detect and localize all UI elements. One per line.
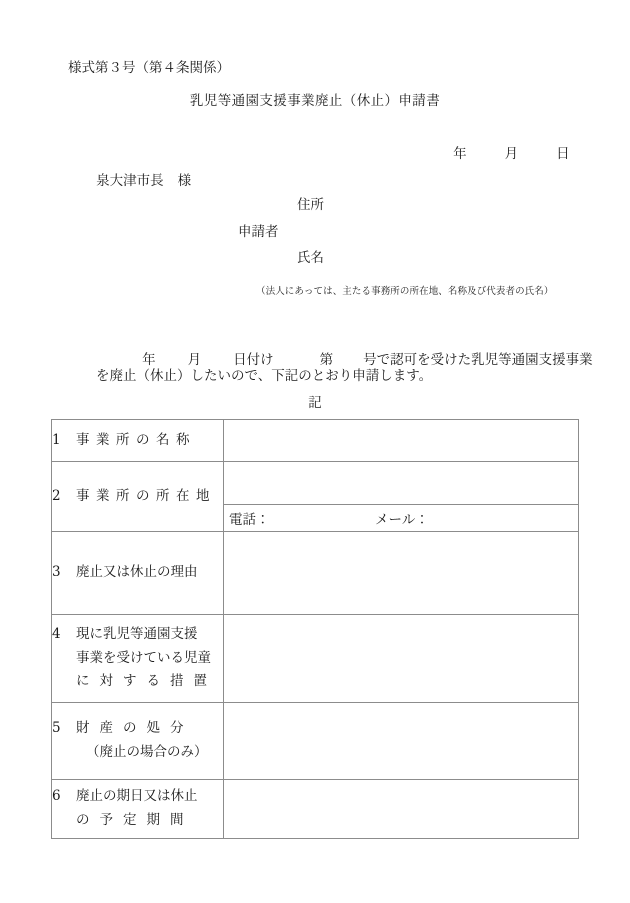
row-label-cell-6 <box>52 780 224 839</box>
table-row <box>52 420 579 462</box>
row-value-cell-5[interactable] <box>224 703 579 780</box>
row-number-5: 5 <box>52 720 61 737</box>
row-label-text-2: 事業所の所在地 <box>76 487 216 504</box>
row-number-2: 2 <box>52 487 61 504</box>
row-label-5b: （廃止の場合のみ） <box>86 744 208 760</box>
row-label-cell-4 <box>52 615 224 703</box>
row-label-1 <box>52 429 223 453</box>
body-day-label: 日付け <box>233 351 274 368</box>
body-number-prefix: 第 <box>319 351 334 368</box>
row-label-text-6a: 廃止の期日又は休止 <box>76 788 198 805</box>
body-number-suffix: 号で認可を受けた乳児等通園支援事業 <box>363 351 593 368</box>
date-day-label: 日 <box>556 145 570 162</box>
email-label: メール： <box>375 512 429 528</box>
row-label-text-5a: 財産の処分 <box>76 720 194 737</box>
row-label-3 <box>52 561 223 585</box>
page-title: 乳児等通園支援事業廃止（休止）申請書 <box>189 93 441 109</box>
applicant-corporate-note: （法人にあっては、主たる事務所の所在地、名称及び代表者の氏名） <box>256 286 554 297</box>
row-number-6: 6 <box>52 788 61 805</box>
row-label-cell-2 <box>52 462 224 532</box>
telephone-label: 電話： <box>229 512 270 528</box>
row-label-cell-3 <box>52 532 224 615</box>
row-label-4 <box>52 623 223 647</box>
date-line <box>436 134 570 175</box>
body-year-label: 年 <box>142 351 156 368</box>
row-number-1: 1 <box>52 431 61 448</box>
body-line-2: を廃止（休止）したいので、下記のとおり申請します。 <box>96 368 433 384</box>
row-value-cell-6[interactable] <box>224 780 579 839</box>
row-label-text-3: 廃止又は休止の理由 <box>76 564 198 581</box>
row-label-5 <box>52 717 223 741</box>
row-label-text-1: 事業所の名称 <box>76 431 196 448</box>
application-details-table <box>51 419 579 839</box>
table-row <box>52 532 579 615</box>
addressee-honorific: 様 <box>177 172 192 189</box>
table-row <box>52 615 579 703</box>
row-value-cell-3[interactable] <box>224 532 579 615</box>
addressee-line <box>79 161 191 202</box>
row-value-cell-1[interactable] <box>224 420 579 462</box>
row-value-cell-4[interactable] <box>224 615 579 703</box>
row-label-4c: に対する措置 <box>76 673 217 690</box>
applicant-name-label: 氏名 <box>297 250 324 266</box>
date-year-label: 年 <box>453 145 467 162</box>
row-label-text-4a: 現に乳児等通園支援 <box>76 626 198 643</box>
ki-mark: 記 <box>308 395 322 411</box>
row-label-4b: 事業を受けている児童 <box>76 649 211 666</box>
row-value-cell-2-address[interactable] <box>224 462 579 505</box>
applicant-label: 申請者 <box>238 224 279 240</box>
table-row <box>52 780 579 839</box>
row-label-6 <box>52 785 223 809</box>
form-number: 様式第３号（第４条関係） <box>68 60 230 76</box>
body-month-label: 月 <box>187 351 202 368</box>
date-month-label: 月 <box>504 145 519 162</box>
row-label-6b: の予定期間 <box>76 812 194 828</box>
row-label-cell-1 <box>52 420 224 462</box>
applicant-address-label: 住所 <box>297 197 324 213</box>
row-label-2 <box>52 485 223 509</box>
row-value-cell-2-contact[interactable] <box>224 505 579 532</box>
addressee-name: 泉大津市長 <box>96 172 164 189</box>
table-row <box>52 462 579 505</box>
row-number-4: 4 <box>52 626 61 643</box>
table-row <box>52 703 579 780</box>
row-number-3: 3 <box>52 564 61 581</box>
row-label-cell-5 <box>52 703 224 780</box>
